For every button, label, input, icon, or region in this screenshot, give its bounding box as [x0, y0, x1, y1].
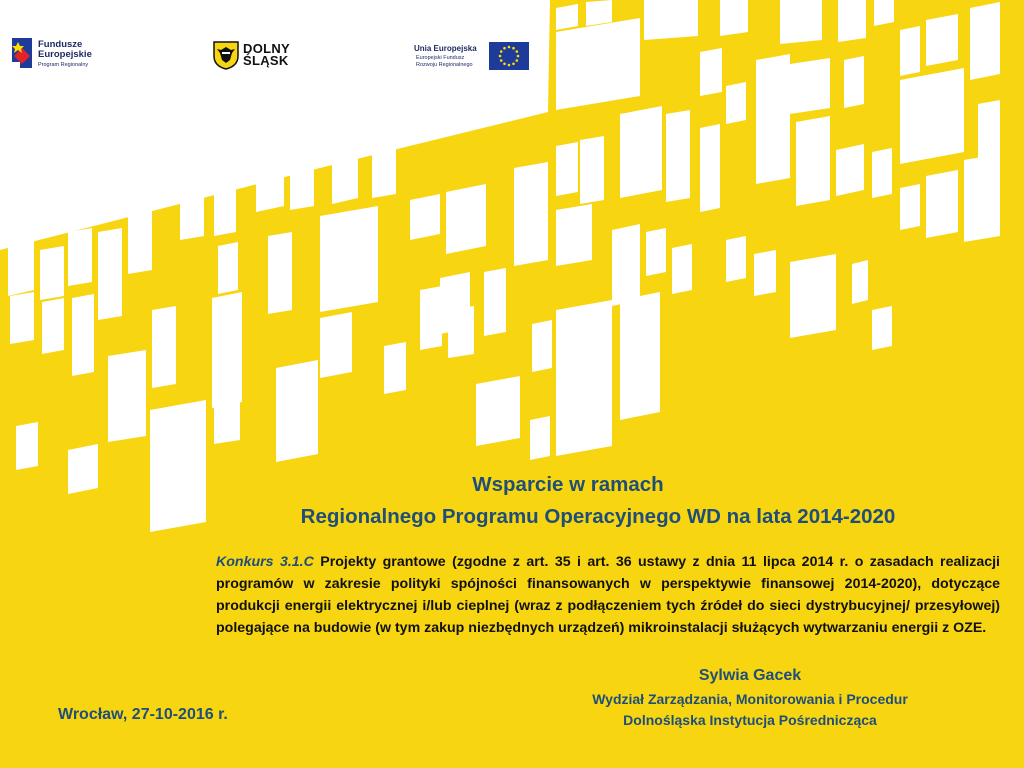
unia-europejska-logo	[414, 40, 532, 72]
presenter-name: Sylwia Gacek	[698, 667, 802, 684]
unia-line1: Unia Europejska	[414, 44, 477, 53]
dolny-slask-line1: DOLNY	[243, 41, 290, 56]
date-place: Wrocław, 27-10-2016 r.	[58, 706, 228, 723]
fundusze-europejskie-logo	[8, 34, 118, 74]
fundusze-line1: Fundusze	[38, 39, 83, 50]
competition-number: Konkurs 3.1.C	[216, 554, 314, 570]
competition-description: Projekty grantowe (zgodne z art. 35 i art. 36 ustawy z dnia 11 lipca 2014 r. o zasadach realizacji programów w zakresie polityki spójności finansowanych w perspektywie finansowej 2014-2020), dotyczące produkcji energii elektrycznej i/lub cieplnej (wraz z podłączeniem tych źródeł do sieci dystrybucyjnej/ przesyłowej) polegające na budowie (w tym zakup niezbędnych urządzeń) mikroinstalacji służących wytwarzaniu energii z OZE.	[216, 554, 1000, 636]
fundusze-europejskie-flag-icon	[10, 36, 34, 70]
unia-line3: Rozwoju Regionalnego	[416, 62, 473, 68]
presenter-department: Wydział Zarządzania, Monitorowania i Procedur	[592, 691, 908, 707]
fundusze-line3: Program Regionalny	[38, 62, 89, 68]
eu-flag-icon	[489, 42, 529, 70]
slide-title-line1: Wsparcie w ramach	[472, 473, 664, 496]
body-paragraph	[216, 551, 1000, 639]
fundusze-line2: Europejskie	[38, 49, 92, 60]
dolny-slask-logo	[213, 40, 303, 72]
dolny-slask-eagle-icon	[213, 40, 239, 70]
unia-line2: Europejski Fundusz	[416, 55, 465, 61]
dolny-slask-line2: ŚLĄSK	[243, 53, 289, 68]
presenter-institution: Dolnośląska Instytucja Pośrednicząca	[623, 712, 877, 728]
slide-title-line2: Regionalnego Programu Operacyjnego WD na lata 2014-2020	[300, 505, 896, 528]
